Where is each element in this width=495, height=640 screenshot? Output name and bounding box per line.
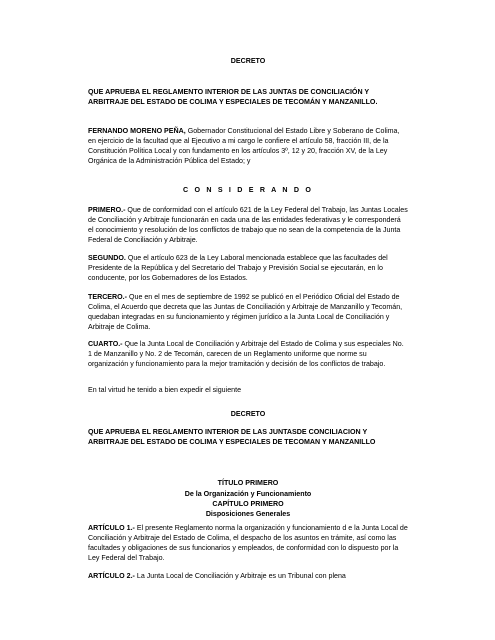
primero-label: PRIMERO.- xyxy=(88,206,126,214)
segundo-label: SEGUNDO. xyxy=(88,254,126,262)
capitulo-heading: CAPÍTULO PRIMERO xyxy=(212,500,284,508)
segundo-text: Que el artículo 623 de la Ley Laboral mencionada establece que las facultades del Presidente de la República y del Secretario del Trabajo y Previsión Social se ejecutarán, en lo conducente, por los Gobernadores de los Estados. xyxy=(88,254,388,282)
governor-text: Gobernador Constitucional del Estado Libre y Soberano de Colima, en ejercicio de la facultad que al Ejecutivo a mi cargo le confiere el artículo 58, fracción III, de la Constitución Política Local y con fundamento en los artículos 3º, 12 y 20, fracción XV, de la Ley Orgánica de la Administración Pública del Estado; y xyxy=(88,127,400,165)
governor-name: FERNANDO MORENO PEÑA, xyxy=(88,127,186,135)
paragraph-tercero xyxy=(88,292,408,332)
considerando-heading: C O N S I D E R A N D O xyxy=(182,186,314,194)
paragraph-articulo-2 xyxy=(88,571,408,581)
tercero-text: Que en el mes de septiembre de 1992 se publicó en el Periódico Oficial del Estado de Colima, el Acuerdo que decreta que las Juntas de Conciliación y Arbitraje de Manzanillo y Tecomán, quedaban integradas en su funcionamiento y régimen jurídico a la Junta Local de Conciliación y Arbitraje de Colima. xyxy=(88,293,403,331)
articulo2-text: La Junta Local de Conciliación y Arbitraje es un Tribunal con plena xyxy=(134,572,346,580)
cuarto-label: CUARTO.- xyxy=(88,340,123,348)
decree-subtitle-2: QUE APRUEBA EL REGLAMENTO INTERIOR DE LAS JUNTASDE CONCILIACION Y ARBITRAJE DEL ESTADO DE COLIMA Y ESPECIALES DE TECOMAN Y MANZANILLO xyxy=(88,428,376,446)
decree-title: DECRETO xyxy=(230,57,266,65)
governor-paragraph xyxy=(88,126,408,166)
paragraph-articulo-1 xyxy=(88,523,408,563)
tercero-label: TERCERO.- xyxy=(88,293,128,301)
paragraph-primero xyxy=(88,205,408,245)
titulo-heading: TÍTULO PRIMERO xyxy=(217,479,279,487)
titulo-subheading: De la Organización y Funcionamiento xyxy=(184,490,312,498)
articulo1-label: ARTÍCULO 1.- xyxy=(88,524,135,532)
articulo2-label: ARTÍCULO 2.- xyxy=(88,572,135,580)
capitulo-subheading: Disposiciones Generales xyxy=(205,510,291,518)
decree-title-2: DECRETO xyxy=(230,410,266,418)
articulo1-text: El presente Reglamento norma la organización y funcionamiento d e la Junta Local de Conciliación y Arbitraje del Estado de Colima, el despacho de los asuntos en trámite, así como las facultades y obligaciones de sus funcionarios y empleados, de conformidad con lo dispuesto por la Ley Federal del Trabajo. xyxy=(88,524,408,562)
primero-text: Que de conformidad con el artículo 621 de la Ley Federal del Trabajo, las Juntas Locales de Conciliación y Arbitraje funcionarán en cada una de las entidades federativas y le corresponderá el conocimiento y resolución de los conflictos de trabajo que no sean de la competencia de la Junta Federal de Conciliación y Arbitraje. xyxy=(88,206,408,244)
paragraph-cuarto xyxy=(88,339,408,369)
paragraph-segundo xyxy=(88,253,408,283)
virtud-paragraph: En tal virtud he tenido a bien expedir el siguiente xyxy=(88,386,242,394)
decree-subtitle: QUE APRUEBA EL REGLAMENTO INTERIOR DE LAS JUNTAS DE CONCILIACIÓN Y ARBITRAJE DEL ESTADO DE COLIMA Y ESPECIALES DE TECOMÁN Y MANZANILLO. xyxy=(88,88,378,106)
cuarto-text: Que la Junta Local de Conciliación y Arbitraje del Estado de Colima y sus especiales No. 1 de Manzanillo y No. 2 de Tecomán, carecen de un Reglamento uniforme que norme su organización y funcionamiento para la mejor tramitación y decisión de los conflictos de trabajo. xyxy=(88,340,404,368)
